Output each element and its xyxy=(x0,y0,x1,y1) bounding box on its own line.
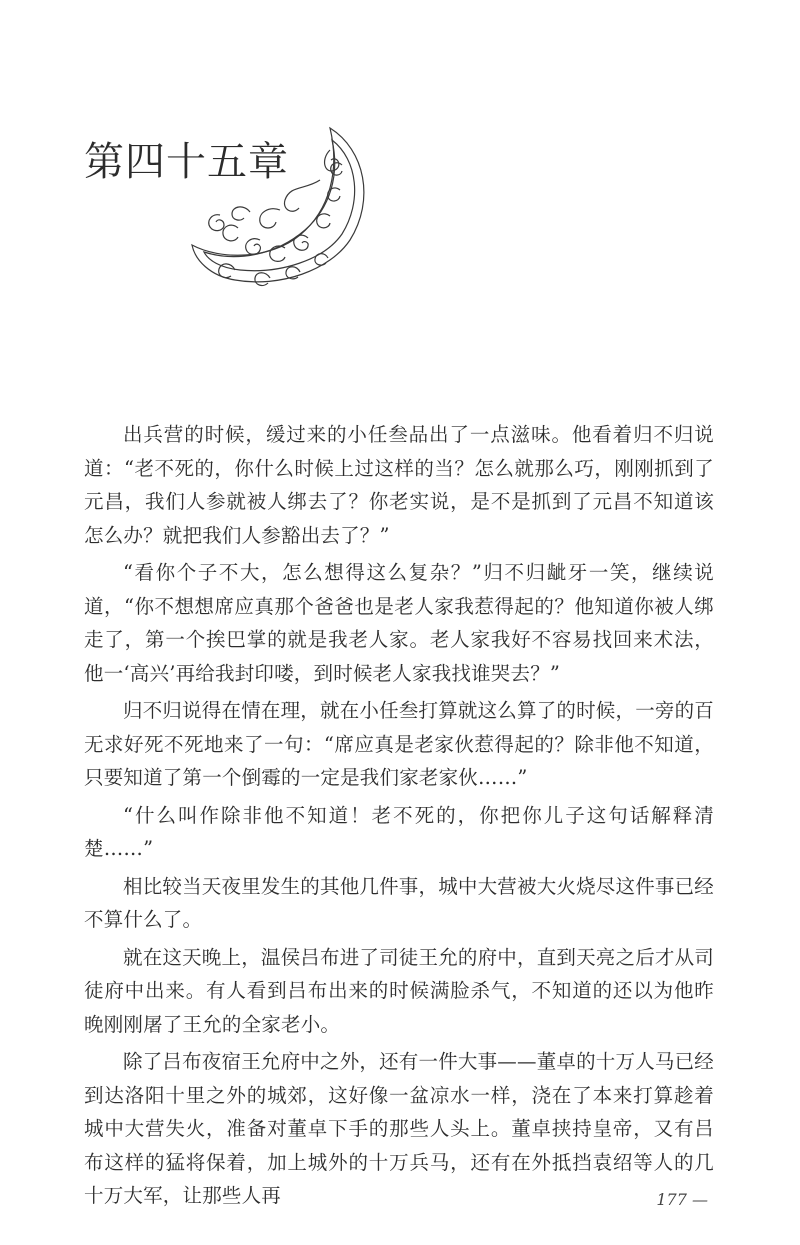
paragraph: 出兵营的时候，缓过来的小任叁品出了一点滋味。他看着归不归说道：“老不死的，你什么时候上过这样的当？怎么就那么巧，刚刚抓到了元昌，我们人参就被人绑去了？你老实说，是不是抓到了元昌不知道该怎么办？就把我们人参豁出去了？” xyxy=(84,423,714,547)
chapter-title: 第四十五章 xyxy=(84,139,289,185)
page-number: 177 — xyxy=(656,1190,708,1209)
paragraph: 就在这天晚上，温侯吕布进了司徒王允的府中，直到天亮之后才从司徒府中出来。有人看到吕布出来的时候满脸杀气，不知道的还以为他昨晚刚刚屠了王允的全家老小。 xyxy=(84,945,715,1036)
paragraph: 相比较当天夜里发生的其他几件事，城中大营被大火烧尽这件事已经不算什么了。 xyxy=(84,874,715,931)
chapter-body xyxy=(84,418,714,1217)
cloud-dragon-ornament-icon xyxy=(180,120,380,290)
paragraph: “看你个子不大，怎么想得这么复杂？”归不归龇牙一笑，继续说道，“你不想想席应真那个爸爸也是老人家我惹得起的？他知道你被人绑走了，第一个挨巴掌的就是我老人家。老人家我好不容易找回来术法，他一‘高兴’再给我封印喽，到时候老人家我找谁哭去？” xyxy=(84,561,714,685)
paragraph: 除了吕布夜宿王允府中之外，还有一件大事——董卓的十万人马已经到达洛阳十里之外的城郊，这好像一盆凉水一样，浇在了本来打算趁着城中大营失火，准备对董卓下手的那些人头上。董卓挟持皇帝，又有吕布这样的猛将保着，加上城外的十万兵马，还有在外抵挡袁绍等人的几十万大军，让那些人再 xyxy=(84,1050,715,1207)
paragraph: “什么叫作除非他不知道！老不死的，你把你儿子这句话解释清楚……” xyxy=(84,803,714,860)
paragraph: 归不归说得在情在理，就在小任叁打算就这么算了的时候，一旁的百无求好死不死地来了一句：“席应真是老家伙惹得起的？除非他不知道，只要知道了第一个倒霉的一定是我们家老家伙……” xyxy=(84,699,715,789)
